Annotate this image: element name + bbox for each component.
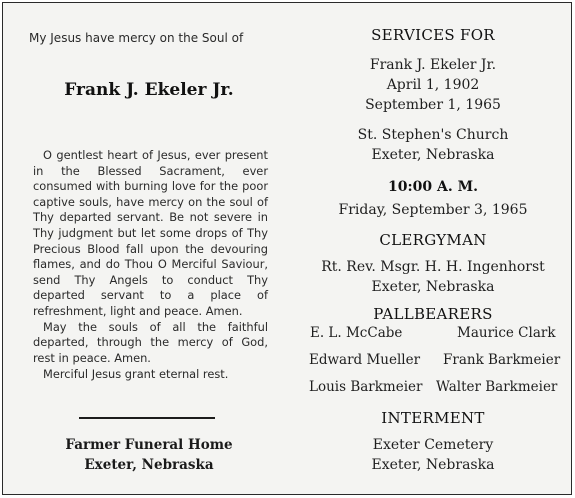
pallbearer-name: Edward Mueller [309, 352, 421, 368]
prayer-panel [3, 3, 295, 494]
church-details [295, 125, 571, 165]
deceased-name-right: Frank J. Ekeler Jr. [369, 57, 497, 73]
pallbearer-name: Maurice Clark [457, 325, 556, 341]
mercy-line: My Jesus have mercy on the Soul of [29, 31, 244, 45]
funeral-home [3, 435, 295, 475]
memorial-card [2, 2, 572, 495]
prayer-text [33, 148, 268, 383]
interment-details [295, 435, 571, 475]
prayer-paragraph: O gentlest heart of Jesus, ever present in the Blessed Sacrament, ever consumed with burning love for the poor captive souls, have mercy on the soul of Thy departed servant. Be not severe in Thy judgment but let some drops of Thy Precious Blood fall upon the devouring flames, and do Thou O Merciful Saviour, send Thy Angels to conduct Thy departed servant to a place of refreshment, light and peace. Amen. [33, 148, 268, 318]
clergyman-heading: CLERGYMAN [379, 231, 487, 249]
pallbearer-name: Frank Barkmeier [443, 352, 561, 368]
church-name: St. Stephen's Church [357, 127, 509, 143]
prayer-paragraph: May the souls of all the faithful departed, through the mercy of God, rest in peace. Amen. [33, 319, 268, 365]
cemetery-name: Exeter Cemetery [372, 437, 494, 453]
service-time: 10:00 A. M. [388, 179, 478, 195]
funeral-home-name: Farmer Funeral Home [65, 437, 233, 453]
services-heading: SERVICES FOR [371, 26, 495, 44]
pallbearer-name: E. L. McCabe [310, 325, 403, 341]
service-schedule [295, 177, 571, 220]
pallbearers-heading: PALLBEARERS [373, 305, 493, 323]
birth-date: April 1, 1902 [386, 77, 480, 93]
death-date: September 1, 1965 [365, 97, 501, 113]
clergyman-location: Exeter, Nebraska [371, 279, 495, 295]
service-date: Friday, September 3, 1965 [338, 202, 528, 218]
cemetery-location: Exeter, Nebraska [371, 457, 495, 473]
funeral-home-location: Exeter, Nebraska [84, 457, 214, 473]
pallbearer-name: Walter Barkmeier [436, 379, 558, 395]
pallbearer-name: Louis Barkmeier [309, 379, 423, 395]
services-panel [295, 3, 571, 494]
interment-heading: INTERMENT [381, 409, 485, 427]
deceased-name: Frank J. Ekeler Jr. [64, 80, 234, 100]
church-location: Exeter, Nebraska [371, 147, 495, 163]
prayer-closing: Merciful Jesus grant eternal rest. [43, 367, 229, 382]
clergyman-details [295, 257, 571, 297]
deceased-details [295, 55, 571, 115]
clergyman-name: Rt. Rev. Msgr. H. H. Ingenhorst [321, 259, 545, 275]
divider-line [79, 417, 215, 419]
